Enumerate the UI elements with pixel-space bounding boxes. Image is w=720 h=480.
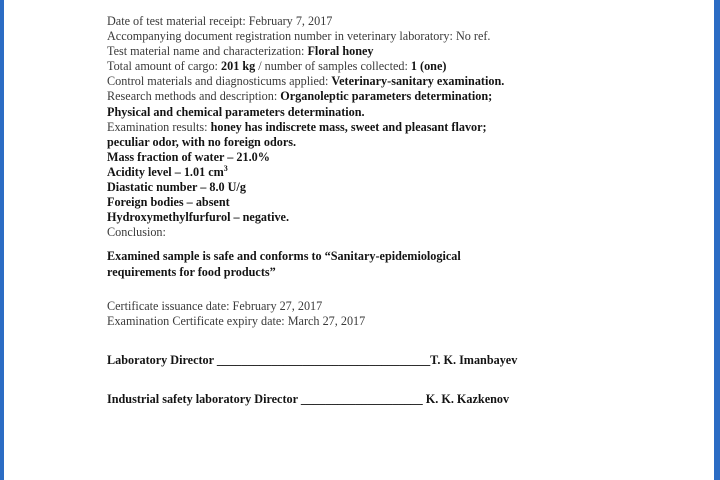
conclusion-line-2: requirements for food products” <box>107 264 276 279</box>
results-label: Examination results: <box>107 119 208 134</box>
cargo-amount: 201 kg <box>221 59 256 74</box>
signature-row-lab-director <box>107 353 687 368</box>
control-label: Control materials and diagnosticums applied: <box>107 74 329 89</box>
registration-value: No ref. <box>455 29 491 44</box>
hmf-result: Hydroxymethylfurfurol – negative. <box>107 210 290 225</box>
expiry-value: March 27, 2017 <box>287 313 366 328</box>
expiry-label: Examination Certificate expiry date: <box>107 313 285 328</box>
acidity-superscript: 3 <box>223 163 228 173</box>
signature-row-safety-director <box>107 392 687 407</box>
signature-name: T. K. Imanbayev <box>430 352 518 367</box>
expiry-line <box>107 314 687 329</box>
issuance-value: February 27, 2017 <box>232 298 323 313</box>
methods-value-1: Organoleptic parameters determination; <box>280 89 493 104</box>
foreign-bodies: Foreign bodies – absent <box>107 195 230 210</box>
registration-line <box>107 29 687 44</box>
window-frame-right <box>714 0 720 480</box>
control-line <box>107 74 687 89</box>
acidity-level <box>107 165 687 180</box>
receipt-date-line <box>107 14 687 29</box>
results-value-2: peculiar odor, with no foreign odors. <box>107 134 297 149</box>
window-frame-left <box>0 0 4 480</box>
issuance-label: Certificate issuance date: <box>107 298 230 313</box>
signature-title: Industrial safety laboratory Director <box>107 391 298 406</box>
results-line <box>107 120 687 135</box>
signature-name: K. K. Kazkenov <box>425 391 510 406</box>
material-value: Floral honey <box>307 44 374 59</box>
conclusion-label: Conclusion: <box>107 225 166 240</box>
control-value: Veterinary-sanitary examination. <box>331 74 505 89</box>
methods-value-2: Physical and chemical parameters determination. <box>107 104 365 119</box>
signature-line: ____________________ <box>300 391 423 406</box>
diastatic-number: Diastatic number – 8.0 U/g <box>107 180 246 195</box>
acidity-text: Acidity level – 1.01 cm <box>107 164 224 179</box>
material-label: Test material name and characterization: <box>107 44 305 59</box>
registration-label: Accompanying document registration number in veterinary laboratory: <box>107 29 453 44</box>
conclusion-line-1: Examined sample is safe and conforms to “Sanitary-epidemiological <box>107 249 461 264</box>
document-page <box>107 14 687 407</box>
samples-label: / number of samples collected: <box>258 59 408 74</box>
material-line <box>107 44 687 59</box>
receipt-date-label: Date of test material receipt: <box>107 14 246 28</box>
signature-line: ___________________________________ <box>216 352 431 367</box>
cargo-label: Total amount of cargo: <box>107 59 218 74</box>
cargo-line <box>107 59 687 74</box>
water-fraction: Mass fraction of water – 21.0% <box>107 149 270 164</box>
methods-label: Research methods and description: <box>107 89 278 104</box>
receipt-date-value: February 7, 2017 <box>248 14 333 28</box>
results-value-1: honey has indiscrete mass, sweet and pleasant flavor; <box>210 119 487 134</box>
issuance-line <box>107 299 687 314</box>
signature-title: Laboratory Director <box>107 352 214 367</box>
samples-value: 1 (one) <box>410 59 447 74</box>
methods-line <box>107 89 687 104</box>
